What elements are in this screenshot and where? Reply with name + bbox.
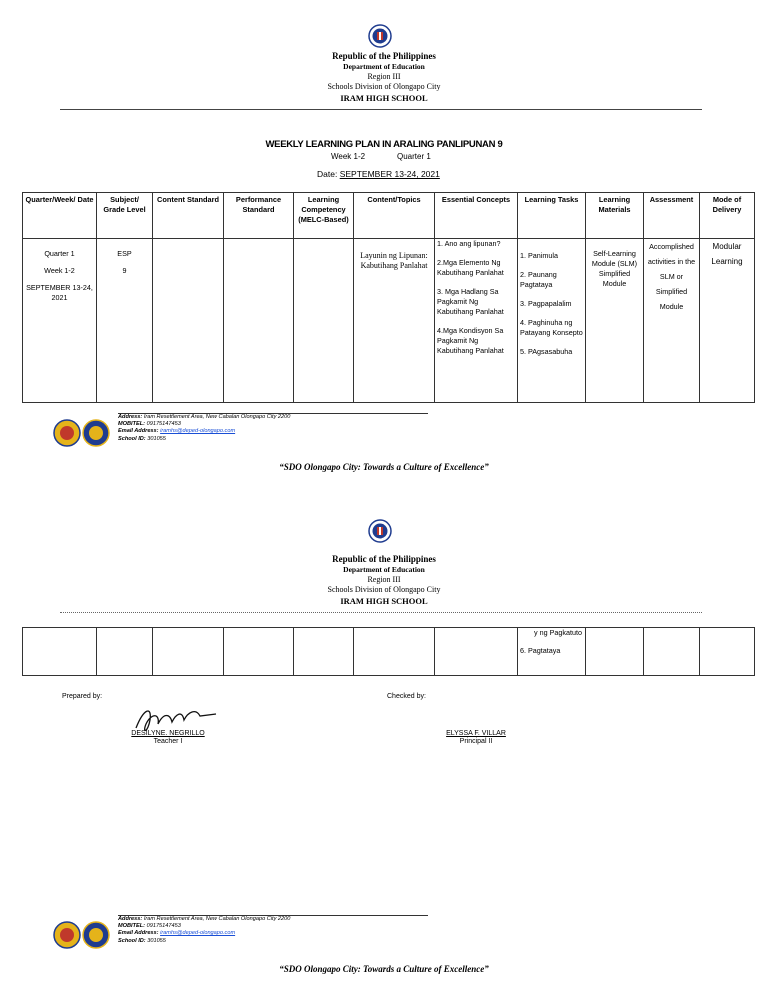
header-learning-materials: Learning Materials [586, 193, 644, 239]
checked-by-label: Checked by: [387, 693, 426, 700]
task-item: 4. Paghinuha ng Patayang Konsepto [520, 318, 583, 337]
republic-text: Republic of the Philippines [332, 554, 436, 564]
table-header-row [23, 193, 755, 239]
date-value: SEPTEMBER 13-24, 2021 [339, 169, 440, 179]
header-subject: Subject/ Grade Level [97, 193, 153, 239]
materials-cell: Self-Learning Module (SLM) Simplified Module [586, 239, 644, 403]
header-mode-of-delivery: Mode of Delivery [700, 193, 755, 239]
task-item: 2. Paunang Pagtataya [520, 270, 557, 289]
header-divider [60, 109, 702, 110]
date-label: Date: [317, 169, 338, 179]
republic-text: Republic of the Philippines [332, 51, 436, 61]
task-item: 5. PAgsasabuha [520, 347, 573, 356]
delivery-cell: Modular Learning [700, 239, 755, 403]
table-row [23, 239, 755, 403]
header-assessment: Assessment [644, 193, 700, 239]
header-learning-competency: Learning Competency (MELC-Based) [294, 193, 354, 239]
header-content-standard: Content Standard [153, 193, 224, 239]
department-text: Department of Education [343, 62, 425, 71]
subject-cell: ESP 9 [97, 239, 153, 403]
header-learning-tasks: Learning Tasks [518, 193, 586, 239]
assessment-cell: Accomplished activities in the SLM or Simplified Module [644, 239, 700, 403]
school-logos-icon [52, 920, 112, 950]
region-text: Region III [367, 575, 401, 584]
checked-role: Principal II [459, 738, 493, 745]
division-text: Schools Division of Olongapo City [327, 585, 441, 594]
task-item: 1. Panimula [520, 251, 558, 260]
motto: “SDO Olongapo City: Towards a Culture of Excellence” [279, 462, 489, 472]
tasks-cell [518, 239, 586, 403]
weekly-plan-table-continued [22, 627, 755, 676]
school-name: IRAM HIGH SCHOOL [340, 596, 428, 606]
plan-quarter: Quarter 1 [397, 152, 431, 161]
topic-cell: Layunin ng Lipunan: Kabutihang Panlahat [354, 239, 435, 403]
prepared-role: Teacher I [153, 738, 183, 745]
school-name: IRAM HIGH SCHOOL [340, 93, 428, 103]
tasks-cell-continued: y ng Pagkatuto 6. Pagtataya [518, 628, 586, 676]
plan-date [317, 169, 440, 179]
footer-info: Address: Iram Resettlement Area, New Cabalan Olongapo City 2200 MOBITEL: 09175147453 Email Address: iramhs@deped-olongapo.com School ID: 301055 [118, 414, 291, 442]
concept-item: 3. Mga Hadlang Sa Pagkamit Ng Kabutihang Panlahat [437, 287, 504, 316]
checked-name: ELYSSA F. VILLAR [446, 730, 506, 737]
deped-seal-icon [368, 519, 392, 543]
deped-seal-icon [368, 24, 392, 48]
concept-item: 2.Mga Elemento Ng Kabutihang Panlahat [437, 258, 504, 277]
header-performance-standard: Performance Standard [224, 193, 294, 239]
header-quarter: Quarter/Week/ Date [23, 193, 97, 239]
task-item: 3. Pagpapalalim [520, 299, 572, 308]
prepared-by-label: Prepared by: [62, 693, 103, 700]
division-text: Schools Division of Olongapo City [327, 82, 441, 91]
footer-info: Address: Iram Resettlement Area, New Cabalan Olongapo City 2200 MOBITEL: 09175147453 Email Address: iramhs@deped-olongapo.com School ID: 301055 [118, 916, 291, 944]
concepts-cell [435, 239, 518, 403]
concept-item: 1. Ano ang lipunan? [437, 239, 501, 248]
plan-week: Week 1-2 [331, 152, 366, 161]
performance-standard-cell [224, 239, 294, 403]
quarter-cell: Quarter 1 Week 1-2 SEPTEMBER 13-24, 2021 [23, 239, 97, 403]
table-row [23, 628, 755, 676]
prepared-name: DESILYNE. NEGRILLO [131, 730, 205, 737]
region-text: Region III [367, 72, 401, 81]
motto: “SDO Olongapo City: Towards a Culture of Excellence” [279, 964, 489, 974]
concept-item: 4.Mga Kondisyon Sa Pagkamit Ng Kabutihang Panlahat [437, 326, 504, 355]
school-logos-icon [52, 418, 112, 448]
header-essential-concepts: Essential Concepts [435, 193, 518, 239]
header-divider [60, 612, 702, 613]
department-text: Department of Education [343, 565, 425, 574]
email-link[interactable]: iramhs@deped-olongapo.com [160, 930, 236, 937]
content-standard-cell [153, 239, 224, 403]
header-content-topics: Content/Topics [354, 193, 435, 239]
email-link[interactable]: iramhs@deped-olongapo.com [160, 428, 236, 435]
competency-cell [294, 239, 354, 403]
plan-title: WEEKLY LEARNING PLAN IN ARALING PANLIPUNAN 9 [265, 139, 503, 150]
weekly-plan-table [22, 192, 755, 403]
